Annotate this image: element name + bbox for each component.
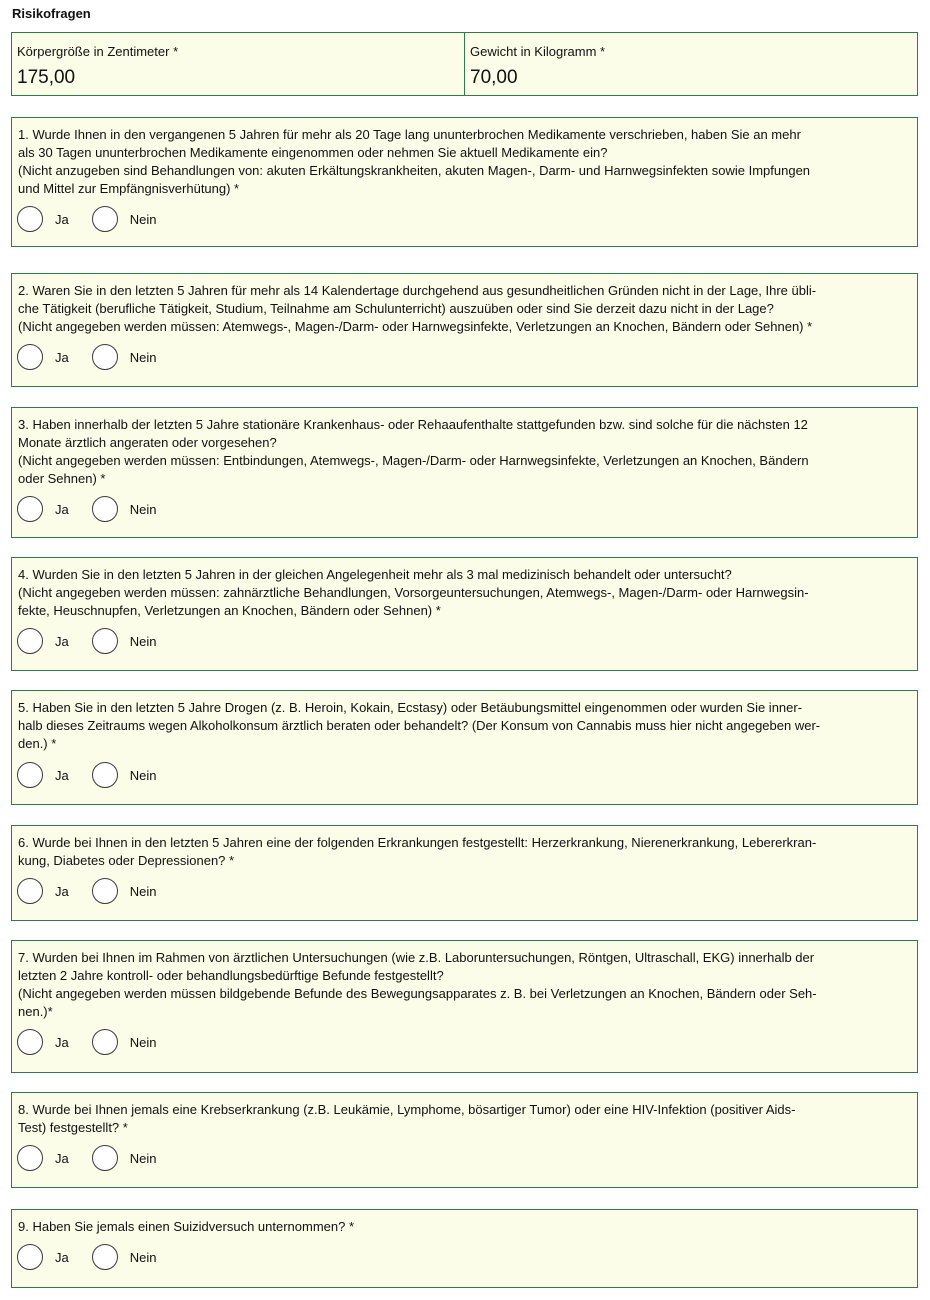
- question-line: che Tätigkeit (berufliche Tätigkeit, Studium, Teilnahme am Schulunterricht) auszuüben oder sind Sie derzeit dazu nicht in der Lage?: [18, 301, 774, 316]
- question-box-6: [11, 825, 918, 921]
- radio-option-ja[interactable]: [17, 344, 92, 370]
- height-value[interactable]: 175,00: [17, 67, 76, 88]
- radio-option-nein[interactable]: [92, 878, 157, 904]
- question-line: als 30 Tagen ununterbrochen Medikamente eingenommen oder nehmen Sie aktuell Medikamente ein?: [18, 145, 608, 160]
- radio-option-ja[interactable]: [17, 628, 92, 654]
- question-text: [18, 1101, 911, 1137]
- radio-option-nein[interactable]: [92, 1244, 157, 1270]
- question-box-9: [11, 1209, 918, 1288]
- radio-button-ja[interactable]: [17, 762, 43, 788]
- question-line: 6. Wurde bei Ihnen in den letzten 5 Jahren eine der folgenden Erkrankungen festgestellt: Herzerkrankung, Nierenerkrankung, Lebererkran-: [18, 835, 817, 850]
- radio-label-ja: Ja: [55, 349, 69, 365]
- radio-option-nein[interactable]: [92, 1029, 157, 1055]
- answer-radio-group: [17, 1027, 156, 1057]
- radio-option-nein[interactable]: [92, 344, 157, 370]
- answer-radio-group: [17, 494, 156, 524]
- radio-button-ja[interactable]: [17, 344, 43, 370]
- radio-button-ja[interactable]: [17, 496, 43, 522]
- radio-button-nein[interactable]: [92, 496, 118, 522]
- radio-option-nein[interactable]: [92, 628, 157, 654]
- body-measurements-box: [11, 32, 918, 96]
- question-line: 4. Wurden Sie in den letzten 5 Jahren in der gleichen Angelegenheit mehr als 3 mal medizinisch behandelt oder untersucht?: [18, 567, 732, 582]
- radio-button-nein[interactable]: [92, 1145, 118, 1171]
- radio-label-nein: Nein: [129, 349, 157, 365]
- question-line: Test) festgestellt? *: [18, 1120, 128, 1135]
- question-box-5: [11, 690, 918, 805]
- question-line: fekte, Heuschnupfen, Verletzungen an Knochen, Bändern oder Sehnen) *: [18, 603, 441, 618]
- answer-radio-group: [17, 760, 156, 790]
- question-box-4: [11, 557, 918, 671]
- radio-button-ja[interactable]: [17, 1244, 43, 1270]
- radio-label-nein: Nein: [129, 1249, 157, 1265]
- question-text: [18, 699, 911, 753]
- weight-label: Gewicht in Kilogramm *: [470, 44, 606, 59]
- question-line: 8. Wurde bei Ihnen jemals eine Krebserkrankung (z.B. Leukämie, Lymphome, bösartiger Tumor) oder eine HIV-Infektion (positiver Aids-: [18, 1102, 796, 1117]
- radio-option-ja[interactable]: [17, 878, 92, 904]
- question-line: 2. Waren Sie in den letzten 5 Jahren für mehr als 14 Kalendertage durchgehend aus gesundheitlichen Gründen nicht in der Lage, Ihre übli-: [18, 283, 817, 298]
- question-line: 9. Haben Sie jemals einen Suizidversuch unternommen? *: [18, 1219, 355, 1234]
- question-line: kung, Diabetes oder Depressionen? *: [18, 853, 235, 868]
- radio-button-nein[interactable]: [92, 1029, 118, 1055]
- radio-label-ja: Ja: [55, 767, 69, 783]
- radio-button-ja[interactable]: [17, 206, 43, 232]
- radio-button-ja[interactable]: [17, 1145, 43, 1171]
- question-line: halb dieses Zeitraums wegen Alkoholkonsum ärztlich beraten oder behandelt? (Der Konsum von Cannabis muss hier nicht angegeben wer-: [18, 718, 821, 733]
- radio-button-ja[interactable]: [17, 878, 43, 904]
- weight-field[interactable]: [464, 33, 917, 95]
- radio-option-ja[interactable]: [17, 496, 92, 522]
- question-line: letzten 2 Jahre kontroll- oder behandlungsbedürftige Befunde festgestellt?: [18, 968, 444, 983]
- radio-button-ja[interactable]: [17, 1029, 43, 1055]
- radio-option-ja[interactable]: [17, 1145, 92, 1171]
- question-line: 1. Wurde Ihnen in den vergangenen 5 Jahren für mehr als 20 Tage lang ununterbrochen Medikamente verschrieben, haben Sie an mehr: [18, 127, 801, 142]
- radio-option-ja[interactable]: [17, 206, 92, 232]
- question-line: den.) *: [18, 736, 57, 751]
- radio-label-ja: Ja: [55, 633, 69, 649]
- radio-option-ja[interactable]: [17, 762, 92, 788]
- question-text: [18, 1218, 911, 1236]
- question-line: (Nicht angegeben werden müssen: Entbindungen, Atemwegs-, Magen-/Darm- oder Harnwegsinfekte, Verletzungen an Knochen, Bändern: [18, 453, 809, 468]
- question-line: (Nicht angegeben werden müssen: Atemwegs-, Magen-/Darm- oder Harnwegsinfekte, Verletzungen an Knochen, Bändern oder Sehnen) *: [18, 319, 813, 334]
- radio-button-nein[interactable]: [92, 344, 118, 370]
- question-line: 5. Haben Sie in den letzten 5 Jahre Drogen (z. B. Heroin, Kokain, Ecstasy) oder Betäubungsmittel eingenommen oder wurden Sie inner-: [18, 700, 803, 715]
- radio-label-ja: Ja: [55, 883, 69, 899]
- radio-button-nein[interactable]: [92, 206, 118, 232]
- radio-label-ja: Ja: [55, 1150, 69, 1166]
- radio-option-nein[interactable]: [92, 1145, 157, 1171]
- answer-radio-group: [17, 342, 156, 372]
- question-text: [18, 949, 911, 1021]
- answer-radio-group: [17, 204, 156, 234]
- question-box-1: [11, 117, 918, 247]
- radio-button-nein[interactable]: [92, 1244, 118, 1270]
- question-line: 3. Haben innerhalb der letzten 5 Jahre stationäre Krankenhaus- oder Rehaaufenthalte stattgefunden bzw. sind solche für die nächsten 12: [18, 417, 808, 432]
- radio-label-nein: Nein: [129, 1150, 157, 1166]
- radio-label-ja: Ja: [55, 1249, 69, 1265]
- radio-option-nein[interactable]: [92, 206, 157, 232]
- question-line: (Nicht angegeben werden müssen: zahnärztliche Behandlungen, Vorsorgeuntersuchungen, Atemwegs-, Magen-/Darm- oder Harnwegsin-: [18, 585, 809, 600]
- radio-label-ja: Ja: [55, 501, 69, 517]
- radio-label-nein: Nein: [129, 883, 157, 899]
- answer-radio-group: [17, 1242, 156, 1272]
- radio-label-nein: Nein: [129, 633, 157, 649]
- question-line: 7. Wurden bei Ihnen im Rahmen von ärztlichen Untersuchungen (wie z.B. Laboruntersuchungen, Röntgen, Ultraschall, EKG) innerhalb der: [18, 950, 815, 965]
- radio-option-ja[interactable]: [17, 1029, 92, 1055]
- question-text: [18, 566, 911, 620]
- answer-radio-group: [17, 876, 156, 906]
- radio-option-nein[interactable]: [92, 762, 157, 788]
- radio-label-ja: Ja: [55, 1034, 69, 1050]
- radio-label-nein: Nein: [129, 767, 157, 783]
- radio-label-nein: Nein: [129, 211, 157, 227]
- radio-option-nein[interactable]: [92, 496, 157, 522]
- height-label: Körpergröße in Zentimeter *: [17, 44, 179, 59]
- radio-label-nein: Nein: [129, 501, 157, 517]
- question-text: [18, 126, 911, 198]
- question-text: [18, 282, 911, 336]
- radio-button-ja[interactable]: [17, 628, 43, 654]
- radio-label-nein: Nein: [129, 1034, 157, 1050]
- radio-label-ja: Ja: [55, 211, 69, 227]
- section-title: Risikofragen: [12, 6, 91, 21]
- question-line: und Mittel zur Empfängnisverhütung) *: [18, 181, 240, 196]
- question-line: Monate ärztlich angeraten oder vorgesehen?: [18, 435, 277, 450]
- question-line: (Nicht angegeben werden müssen bildgebende Befunde des Bewegungsapparates z. B. bei Verletzungen an Knochen, Bändern oder Seh-: [18, 986, 817, 1001]
- question-line: (Nicht anzugeben sind Behandlungen von: akuten Erkältungskrankheiten, akuten Magen-, Darm- und Harnwegsinfekten sowie Impfungen: [18, 163, 811, 178]
- radio-button-nein[interactable]: [92, 762, 118, 788]
- answer-radio-group: [17, 626, 156, 656]
- question-text: [18, 834, 911, 870]
- radio-button-nein[interactable]: [92, 628, 118, 654]
- question-box-2: [11, 273, 918, 387]
- radio-option-ja[interactable]: [17, 1244, 92, 1270]
- question-line: oder Sehnen) *: [18, 471, 106, 486]
- question-box-3: [11, 407, 918, 538]
- height-field[interactable]: [12, 33, 464, 95]
- question-line: nen.)*: [18, 1004, 53, 1019]
- question-box-7: [11, 940, 918, 1073]
- answer-radio-group: [17, 1143, 156, 1173]
- radio-button-nein[interactable]: [92, 878, 118, 904]
- question-box-8: [11, 1092, 918, 1188]
- weight-value[interactable]: 70,00: [470, 67, 518, 88]
- question-text: [18, 416, 911, 488]
